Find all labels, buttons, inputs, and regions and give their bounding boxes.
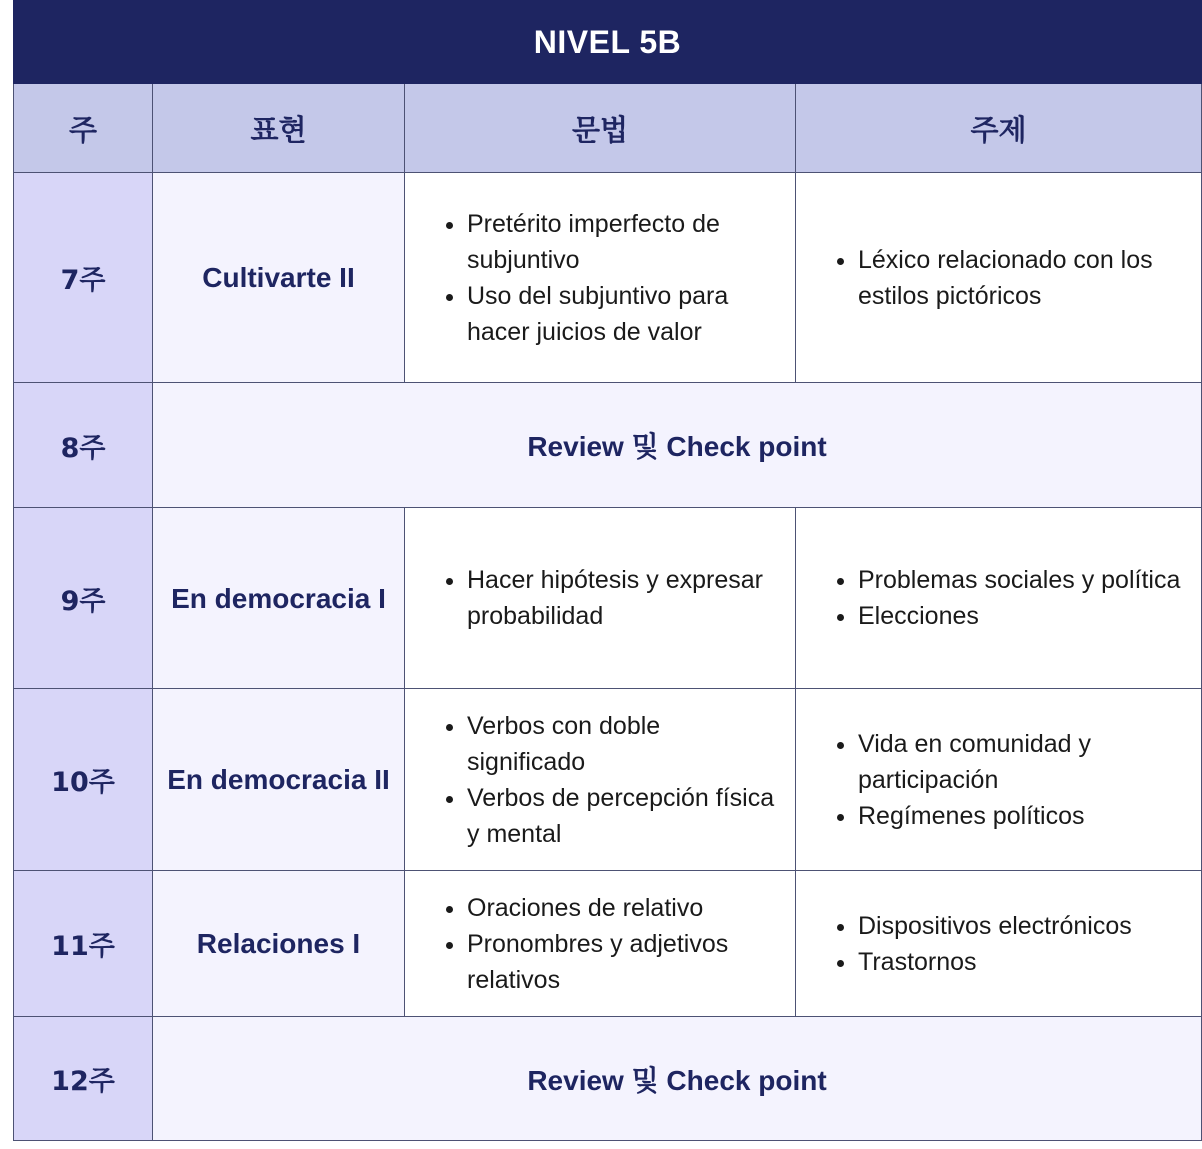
header-topic: 주제 xyxy=(796,84,1202,173)
grammar-cell xyxy=(405,173,796,383)
grammar-list xyxy=(429,206,777,350)
list-item: • Léxico relacionado con los estilos pictóricos xyxy=(858,242,1183,314)
list-item: • Elecciones xyxy=(858,598,1183,634)
expression-cell: Relaciones I xyxy=(153,871,405,1017)
grammar-cell xyxy=(405,689,796,871)
topic-list xyxy=(820,908,1183,980)
list-item: • Trastornos xyxy=(858,944,1183,980)
topic-cell xyxy=(796,689,1202,871)
header-week: 주 xyxy=(14,84,153,173)
table-row xyxy=(14,689,1202,871)
expression-cell: Cultivarte II xyxy=(153,173,405,383)
topic-cell xyxy=(796,173,1202,383)
topic-cell xyxy=(796,508,1202,689)
grammar-list xyxy=(429,708,777,852)
table-row xyxy=(14,383,1202,508)
list-item: • Problemas sociales y política xyxy=(858,562,1183,598)
review-cell: Review 및 Check point xyxy=(153,383,1202,508)
topic-list xyxy=(820,562,1183,634)
table-row xyxy=(14,1017,1202,1141)
topic-list xyxy=(820,242,1183,314)
list-item: • Oraciones de relativo xyxy=(467,890,777,926)
list-item: • Pronombres y adjetivos relativos xyxy=(467,926,777,998)
grammar-cell xyxy=(405,508,796,689)
review-cell: Review 및 Check point xyxy=(153,1017,1202,1141)
title-row xyxy=(14,1,1202,84)
week-cell: 10주 xyxy=(14,689,153,871)
list-item: • Pretérito imperfecto de subjuntivo xyxy=(467,206,777,278)
header-expression: 표현 xyxy=(153,84,405,173)
table-row xyxy=(14,871,1202,1017)
week-cell: 12주 xyxy=(14,1017,153,1141)
header-grammar: 문법 xyxy=(405,84,796,173)
grammar-list xyxy=(429,562,777,634)
table-title: NIVEL 5B xyxy=(14,1,1202,84)
grammar-list xyxy=(429,890,777,998)
expression-cell: En democracia I xyxy=(153,508,405,689)
list-item: • Uso del subjuntivo para hacer juicios de valor xyxy=(467,278,777,350)
header-row xyxy=(14,84,1202,173)
grammar-cell xyxy=(405,871,796,1017)
week-cell: 7주 xyxy=(14,173,153,383)
list-item: • Verbos con doble significado xyxy=(467,708,777,780)
topic-list xyxy=(820,726,1183,834)
table-row xyxy=(14,508,1202,689)
week-cell: 8주 xyxy=(14,383,153,508)
list-item: • Verbos de percepción física y mental xyxy=(467,780,777,852)
list-item: • Vida en comunidad y participación xyxy=(858,726,1183,798)
curriculum-table xyxy=(13,0,1202,1141)
list-item: • Dispositivos electrónicos xyxy=(858,908,1183,944)
curriculum-table-wrapper xyxy=(13,0,1201,1141)
week-cell: 9주 xyxy=(14,508,153,689)
list-item: • Regímenes políticos xyxy=(858,798,1183,834)
topic-cell xyxy=(796,871,1202,1017)
week-cell: 11주 xyxy=(14,871,153,1017)
expression-cell: En democracia II xyxy=(153,689,405,871)
table-row xyxy=(14,173,1202,383)
list-item: • Hacer hipótesis y expresar probabilidad xyxy=(467,562,777,634)
